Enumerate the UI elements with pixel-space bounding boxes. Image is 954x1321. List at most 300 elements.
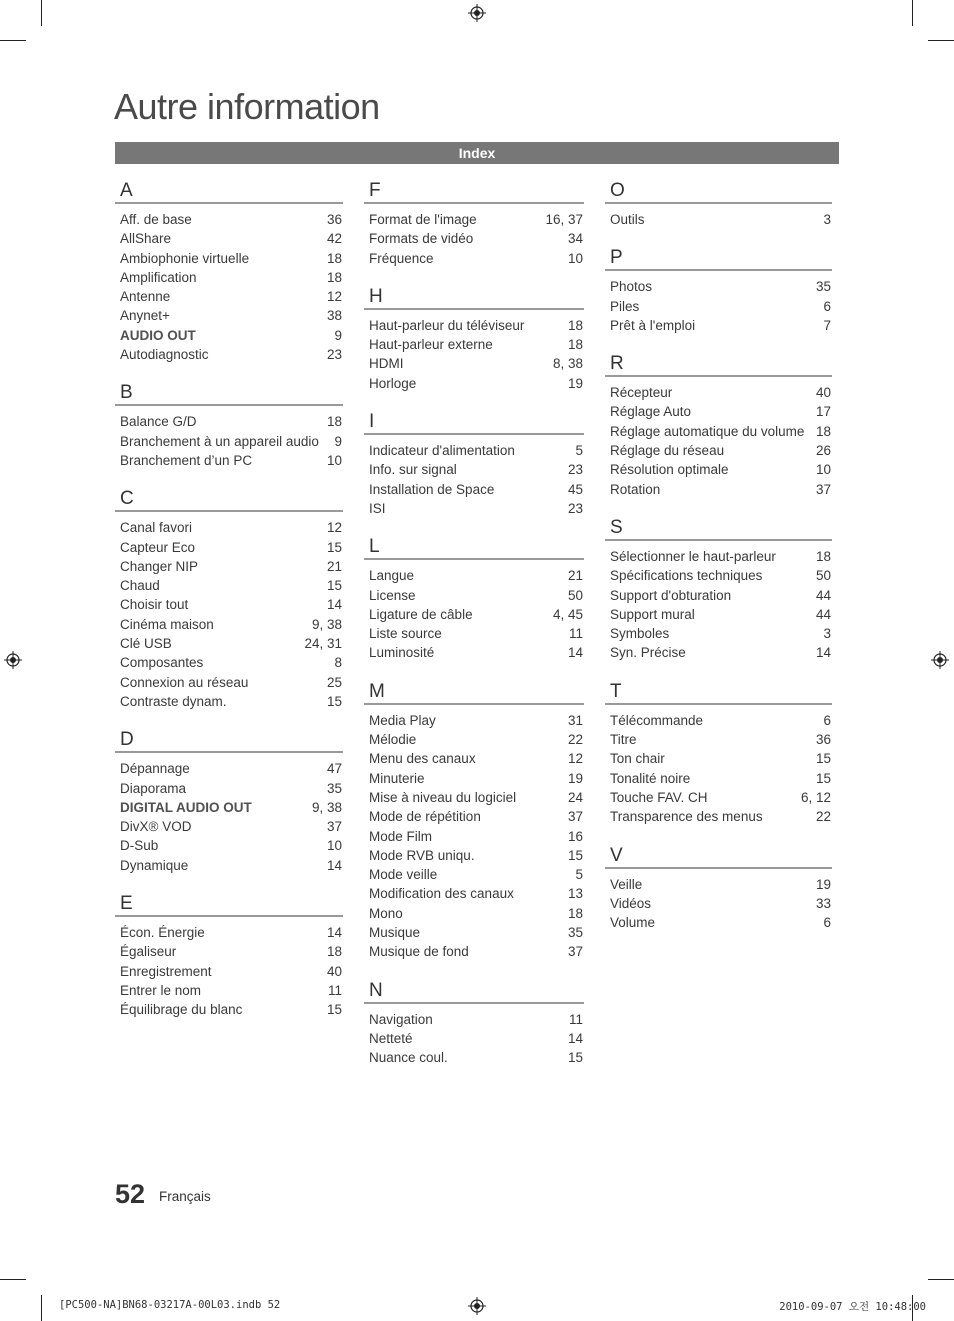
entry-label: Entrer le nom — [120, 982, 202, 998]
index-entry — [364, 942, 584, 961]
entry-label: Dynamique — [120, 857, 189, 873]
entry-label: Mélodie — [369, 732, 417, 748]
entry-page-ref: 18 — [326, 269, 342, 285]
entry-page-ref: 21 — [567, 568, 583, 584]
entry-label: Canal favori — [120, 520, 193, 536]
entry-label: Contraste dynam. — [120, 693, 227, 709]
entry-page-ref: 6 — [823, 915, 831, 931]
entry-label: Musique de fond — [369, 944, 469, 960]
entry-label: Anynet+ — [120, 308, 170, 324]
entry-page-ref: 23 — [567, 462, 583, 478]
entry-label: Symboles — [610, 626, 670, 642]
index-entry — [605, 316, 832, 335]
entry-page-ref: 47 — [326, 761, 342, 777]
index-entry — [115, 981, 343, 1000]
entry-label: Aff. de base — [120, 212, 192, 227]
index-section — [115, 488, 343, 711]
index-entry — [364, 624, 584, 643]
index-entry — [115, 432, 343, 451]
index-entry — [364, 643, 584, 662]
index-entry — [364, 807, 584, 826]
index-entry — [364, 884, 584, 903]
entry-label: Autodiagnostic — [120, 347, 209, 363]
section-letter: I — [364, 411, 584, 435]
entry-label: Installation de Space — [369, 481, 495, 497]
section-letter: D — [115, 729, 343, 753]
entry-page-ref: 33 — [815, 895, 831, 911]
index-entry — [605, 566, 832, 585]
entry-page-ref: 15 — [567, 1050, 583, 1066]
entry-page-ref: 6 — [823, 298, 831, 314]
index-entry — [605, 769, 832, 788]
entry-page-ref: 15 — [815, 751, 831, 767]
index-section — [364, 180, 584, 268]
index-entry — [364, 586, 584, 605]
entry-label: Langue — [369, 568, 415, 584]
index-entry — [364, 1048, 584, 1067]
entry-label: Composantes — [120, 655, 204, 671]
entry-label: Outils — [610, 212, 645, 227]
index-entry — [115, 268, 343, 287]
section-letter: M — [364, 681, 584, 705]
index-entry — [364, 846, 584, 865]
entry-label: Minuterie — [369, 770, 425, 786]
entry-label: Réglage automatique du volume — [610, 423, 805, 439]
entry-label: AllShare — [120, 231, 172, 247]
index-section — [605, 845, 832, 933]
entry-label: Format de l'image — [369, 212, 477, 227]
entry-label: Résolution optimale — [610, 462, 729, 478]
index-entry — [364, 1029, 584, 1048]
entry-page-ref: 36 — [815, 732, 831, 748]
entry-page-ref: 15 — [326, 578, 342, 594]
entry-list — [605, 541, 832, 663]
index-entry — [115, 557, 343, 576]
entry-label: Info. sur signal — [369, 462, 457, 478]
entry-label: Media Play — [369, 712, 436, 728]
index-entry — [115, 836, 343, 855]
index-entry — [605, 643, 832, 662]
index-column-3 — [605, 180, 832, 950]
entry-label: Formats de vidéo — [369, 231, 474, 247]
index-entry — [364, 827, 584, 846]
entry-list — [115, 406, 343, 470]
entry-page-ref: 15 — [815, 770, 831, 786]
index-section — [605, 180, 832, 229]
entry-page-ref: 15 — [326, 539, 342, 555]
entry-label: Clé USB — [120, 636, 172, 652]
entry-label: Mono — [369, 905, 403, 921]
entry-label: Dépannage — [120, 761, 190, 777]
index-entry — [605, 277, 832, 296]
section-letter: L — [364, 536, 584, 560]
entry-page-ref: 3 — [823, 212, 831, 227]
index-entry — [605, 913, 832, 932]
entry-page-ref: 14 — [567, 1030, 583, 1046]
index-entry — [364, 229, 584, 248]
index-entry — [364, 923, 584, 942]
entry-page-ref: 15 — [567, 847, 583, 863]
index-entry — [364, 354, 584, 373]
entry-page-ref: 18 — [326, 944, 342, 960]
entry-page-ref: 18 — [326, 250, 342, 266]
entry-page-ref: 26 — [815, 443, 831, 459]
entry-label: HDMI — [369, 356, 404, 372]
index-entry — [115, 412, 343, 431]
entry-page-ref: 18 — [567, 905, 583, 921]
entry-label: Ton chair — [610, 751, 665, 767]
section-letter: C — [115, 488, 343, 512]
index-section — [115, 893, 343, 1019]
entry-label: Enregistrement — [120, 963, 212, 979]
entry-page-ref: 6, 12 — [800, 789, 831, 805]
index-entry — [115, 538, 343, 557]
entry-label: Titre — [610, 732, 637, 748]
index-entry — [605, 749, 832, 768]
entry-page-ref: 11 — [568, 1011, 583, 1027]
entry-page-ref: 8 — [334, 655, 342, 671]
entry-label: Diaporama — [120, 780, 187, 796]
entry-label: Liste source — [369, 626, 442, 642]
entry-label: DivX® VOD — [120, 819, 192, 835]
index-entry — [115, 673, 343, 692]
entry-label: Sélectionner le haut-parleur — [610, 548, 776, 564]
index-entry — [364, 711, 584, 730]
entry-label: Haut-parleur externe — [369, 337, 493, 353]
entry-list — [364, 560, 584, 662]
index-entry — [364, 374, 584, 393]
print-timestamp: 2010-09-07 오전 10:48:00 — [779, 1301, 926, 1313]
entry-page-ref: 34 — [567, 231, 583, 247]
index-entry — [115, 942, 343, 961]
entry-page-ref: 10 — [815, 462, 831, 478]
entry-page-ref: 44 — [815, 606, 831, 622]
index-entry — [605, 441, 832, 460]
index-section — [115, 729, 343, 875]
section-letter: T — [605, 681, 832, 705]
entry-label: Mode de répétition — [369, 809, 481, 825]
entry-label: Nuance coul. — [369, 1050, 448, 1066]
entry-label: Ambiophonie virtuelle — [120, 250, 250, 266]
index-entry — [115, 518, 343, 537]
entry-label: ISI — [369, 500, 386, 516]
entry-list — [364, 705, 584, 962]
entry-page-ref: 9 — [334, 433, 342, 449]
index-entry — [115, 798, 343, 817]
entry-label: Touche FAV. CH — [610, 789, 708, 805]
index-header-bar: Index — [115, 142, 839, 164]
section-letter: N — [364, 980, 584, 1004]
index-entry — [605, 624, 832, 643]
entry-page-ref: 14 — [326, 597, 342, 613]
entry-page-ref: 35 — [815, 279, 831, 295]
entry-page-ref: 18 — [567, 317, 583, 333]
page-title: Autre information — [114, 86, 380, 127]
registration-mark-icon — [4, 651, 22, 669]
index-section — [605, 247, 832, 335]
print-file-info: [PC500-NA]BN68-03217A-00L03.indb 52 — [59, 1299, 281, 1311]
index-entry — [115, 249, 343, 268]
section-letter: P — [605, 247, 832, 271]
page-number: 52 — [115, 1179, 146, 1209]
entry-label: Photos — [610, 279, 653, 295]
entry-label: Mode Film — [369, 828, 433, 844]
index-entry — [364, 749, 584, 768]
index-entry — [605, 547, 832, 566]
entry-label: Haut-parleur du téléviseur — [369, 317, 525, 333]
entry-page-ref: 24, 31 — [304, 636, 342, 652]
entry-list — [364, 310, 584, 393]
entry-label: AUDIO OUT — [120, 327, 196, 343]
entry-label: Support d'obturation — [610, 587, 732, 603]
index-entry — [605, 605, 832, 624]
entry-page-ref: 9 — [334, 327, 342, 343]
entry-page-ref: 13 — [567, 886, 583, 902]
index-entry — [364, 730, 584, 749]
entry-page-ref: 3 — [823, 626, 831, 642]
entry-page-ref: 19 — [815, 876, 831, 892]
entry-page-ref: 16 — [567, 828, 583, 844]
index-entry — [605, 297, 832, 316]
entry-page-ref: 18 — [567, 337, 583, 353]
entry-page-ref: 4, 45 — [552, 606, 583, 622]
entry-label: Connexion au réseau — [120, 674, 249, 690]
entry-label: Ligature de câble — [369, 606, 473, 622]
index-entry — [605, 730, 832, 749]
section-letter: R — [605, 353, 832, 377]
index-entry — [115, 692, 343, 711]
entry-label: Cinéma maison — [120, 616, 214, 632]
index-entry — [115, 923, 343, 942]
index-entry — [115, 817, 343, 836]
entry-page-ref: 9, 38 — [311, 799, 342, 815]
index-entry — [364, 566, 584, 585]
entry-page-ref: 7 — [823, 317, 831, 333]
entry-page-ref: 21 — [326, 558, 342, 574]
entry-page-ref: 37 — [567, 809, 583, 825]
entry-page-ref: 10 — [326, 452, 342, 468]
entry-page-ref: 37 — [326, 819, 342, 835]
entry-page-ref: 15 — [326, 1002, 342, 1018]
section-letter: F — [364, 180, 584, 204]
index-entry — [115, 229, 343, 248]
index-entry — [364, 499, 584, 518]
entry-page-ref: 18 — [326, 414, 342, 430]
entry-page-ref: 9, 38 — [311, 616, 342, 632]
entry-page-ref: 35 — [567, 925, 583, 941]
entry-label: D-Sub — [120, 838, 159, 854]
entry-page-ref: 11 — [568, 626, 583, 642]
index-entry — [364, 788, 584, 807]
section-letter: A — [115, 180, 343, 204]
entry-label: Amplification — [120, 269, 197, 285]
registration-mark-icon — [468, 1297, 486, 1315]
entry-label: Syn. Précise — [610, 645, 686, 661]
index-entry — [605, 807, 832, 826]
entry-label: Volume — [610, 915, 656, 931]
entry-label: Fréquence — [369, 250, 434, 266]
entry-label: Transparence des menus — [610, 809, 763, 825]
page-language: Français — [159, 1189, 211, 1204]
crop-mark — [912, 0, 913, 26]
index-entry — [605, 586, 832, 605]
entry-page-ref: 14 — [326, 925, 342, 941]
entry-label: DIGITAL AUDIO OUT — [120, 799, 252, 815]
entry-page-ref: 40 — [326, 963, 342, 979]
entry-page-ref: 12 — [567, 751, 583, 767]
entry-list — [115, 512, 343, 711]
crop-mark — [928, 1279, 954, 1280]
index-entry — [364, 769, 584, 788]
index-entry — [115, 451, 343, 470]
index-entry — [605, 711, 832, 730]
entry-page-ref: 14 — [815, 645, 831, 661]
entry-label: Antenne — [120, 289, 171, 305]
entry-page-ref: 25 — [326, 674, 342, 690]
entry-page-ref: 23 — [326, 347, 342, 363]
index-entry — [364, 904, 584, 923]
entry-label: Modification des canaux — [369, 886, 514, 902]
entry-page-ref: 14 — [567, 645, 583, 661]
entry-page-ref: 40 — [815, 385, 831, 401]
entry-page-ref: 15 — [326, 693, 342, 709]
entry-page-ref: 35 — [326, 780, 342, 796]
section-letter: V — [605, 845, 832, 869]
registration-mark-icon — [468, 4, 486, 22]
entry-label: Choisir tout — [120, 597, 189, 613]
entry-page-ref: 17 — [815, 404, 831, 420]
entry-label: Menu des canaux — [369, 751, 476, 767]
entry-label: Prêt à l'emploi — [610, 317, 696, 333]
entry-page-ref: 5 — [575, 443, 583, 459]
entry-label: Tonalité noire — [610, 770, 691, 786]
entry-list — [605, 705, 832, 827]
entry-label: License — [369, 587, 416, 603]
entry-label: Récepteur — [610, 385, 673, 401]
index-entry — [115, 615, 343, 634]
entry-page-ref: 42 — [326, 231, 342, 247]
index-entry — [115, 576, 343, 595]
index-entry — [115, 634, 343, 653]
index-entry — [605, 788, 832, 807]
index-section — [115, 180, 343, 364]
index-entry — [605, 402, 832, 421]
crop-mark — [41, 1295, 42, 1321]
section-letter: E — [115, 893, 343, 917]
entry-list — [364, 1004, 584, 1068]
entry-label: Équilibrage du blanc — [120, 1002, 243, 1018]
entry-label: Piles — [610, 298, 640, 314]
index-entry — [605, 210, 832, 229]
index-section — [364, 980, 584, 1068]
entry-label: Vidéos — [610, 895, 652, 911]
index-entry — [605, 383, 832, 402]
index-entry — [605, 875, 832, 894]
entry-list — [115, 204, 343, 364]
entry-label: Réglage Auto — [610, 404, 692, 420]
index-entry — [115, 779, 343, 798]
entry-label: Luminosité — [369, 645, 435, 661]
entry-label: Branchement d’un PC — [120, 452, 253, 468]
index-section — [605, 681, 832, 827]
entry-page-ref: 8, 38 — [552, 356, 583, 372]
entry-label: Netteté — [369, 1030, 413, 1046]
entry-page-ref: 31 — [567, 712, 583, 728]
entry-page-ref: 50 — [815, 568, 831, 584]
index-section — [605, 353, 832, 499]
index-entry — [115, 287, 343, 306]
index-entry — [364, 441, 584, 460]
section-letter: O — [605, 180, 832, 204]
entry-page-ref: 16, 37 — [545, 212, 583, 227]
entry-label: Mode RVB uniqu. — [369, 847, 475, 863]
index-entry — [115, 962, 343, 981]
index-section — [364, 286, 584, 393]
entry-list — [605, 377, 832, 499]
entry-page-ref: 5 — [575, 867, 583, 883]
index-section — [115, 382, 343, 470]
entry-label: Mise à niveau du logiciel — [369, 789, 517, 805]
index-section — [364, 536, 584, 662]
entry-list — [115, 917, 343, 1019]
index-entry — [605, 422, 832, 441]
entry-page-ref: 12 — [326, 289, 342, 305]
entry-label: Horloge — [369, 375, 417, 391]
entry-label: Télécommande — [610, 712, 704, 728]
entry-label: Réglage du réseau — [610, 443, 725, 459]
section-letter: S — [605, 517, 832, 541]
entry-page-ref: 18 — [815, 548, 831, 564]
entry-page-ref: 12 — [326, 520, 342, 536]
index-section — [364, 681, 584, 962]
index-entry — [115, 759, 343, 778]
entry-page-ref: 37 — [815, 481, 831, 497]
index-entry — [364, 605, 584, 624]
entry-page-ref: 22 — [567, 732, 583, 748]
entry-page-ref: 37 — [567, 944, 583, 960]
entry-page-ref: 10 — [567, 250, 583, 266]
crop-mark — [0, 1279, 26, 1280]
registration-mark-icon — [931, 651, 949, 669]
index-entry — [364, 865, 584, 884]
section-letter: B — [115, 382, 343, 406]
entry-label: Rotation — [610, 481, 661, 497]
entry-page-ref: 11 — [327, 982, 342, 998]
entry-label: Support mural — [610, 606, 695, 622]
entry-label: Changer NIP — [120, 558, 199, 574]
index-entry — [364, 335, 584, 354]
index-entry — [115, 595, 343, 614]
entry-page-ref: 14 — [326, 857, 342, 873]
entry-label: Veille — [610, 876, 643, 892]
entry-label: Chaud — [120, 578, 160, 594]
entry-page-ref: 22 — [815, 809, 831, 825]
entry-label: Capteur Eco — [120, 539, 196, 555]
entry-page-ref: 44 — [815, 587, 831, 603]
index-entry — [364, 316, 584, 335]
entry-page-ref: 45 — [567, 481, 583, 497]
index-entry — [605, 894, 832, 913]
entry-label: Navigation — [369, 1011, 433, 1027]
index-entry — [115, 653, 343, 672]
entry-label: Balance G/D — [120, 414, 197, 430]
entry-list — [364, 204, 584, 268]
entry-page-ref: 6 — [823, 712, 831, 728]
index-section — [364, 411, 584, 518]
entry-page-ref: 19 — [567, 375, 583, 391]
index-entry — [115, 856, 343, 875]
index-section — [605, 517, 832, 663]
